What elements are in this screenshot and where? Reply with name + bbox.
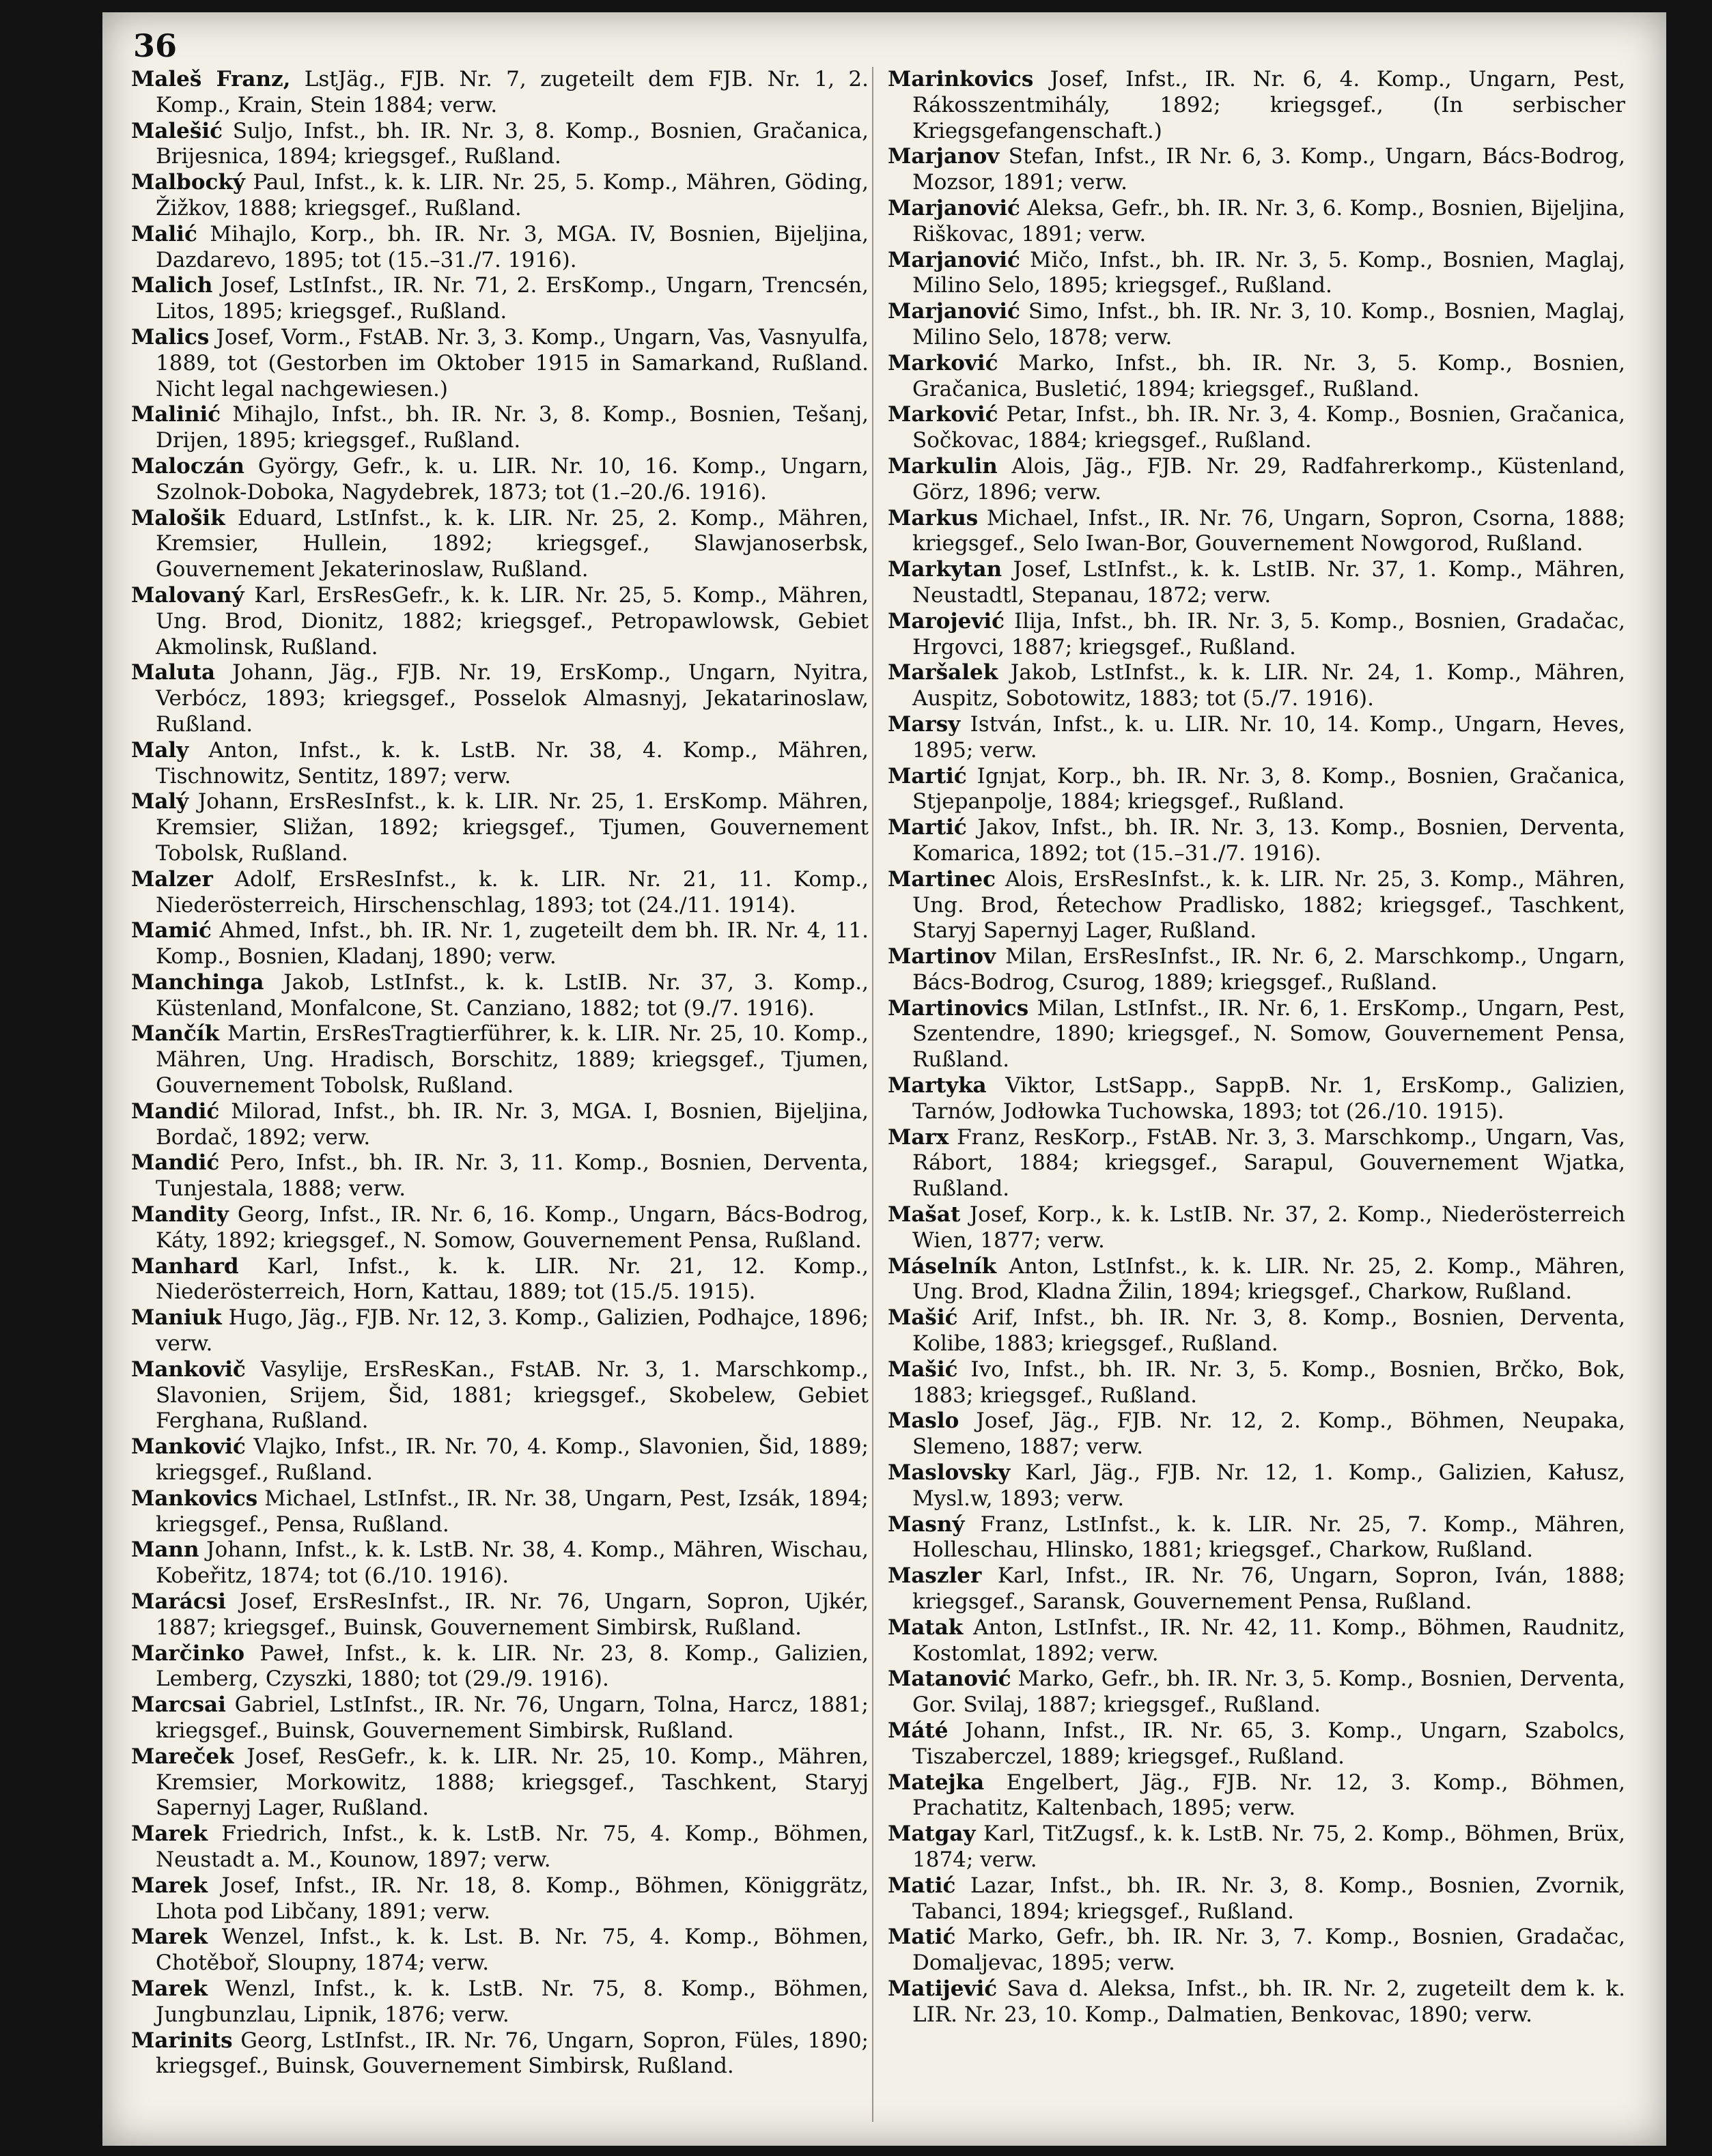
entry-details: Franz, LstInfst., k. k. LIR. Nr. 25, 7. Komp., Mähren, Holleschau, Hlinsko, 1881; kriegsgef., Charkow, Rußland. <box>912 1512 1625 1563</box>
entry-surname: Malbocký <box>131 170 245 195</box>
register-entry <box>888 1073 1625 1125</box>
register-entry <box>131 402 869 454</box>
entry-surname: Marek <box>131 1925 208 1950</box>
entry-details: Karl, Infst., k. k. LIR. Nr. 21, 12. Komp., Niederösterreich, Horn, Kattau, 1889; tot (15./5. 1915). <box>156 1253 869 1305</box>
register-entry <box>888 1460 1625 1512</box>
entry-details: Karl, ErsResGefr., k. k. LIR. Nr. 25, 5. Komp., Mähren, Ung. Brod, Dionitz, 1882; kriegsgef., Petropawlowsk, Gebiet Akmolinsk, Rußland. <box>156 582 869 659</box>
register-entry <box>131 454 869 506</box>
entry-details: Franz, ResKorp., FstAB. Nr. 3, 3. Marschkomp., Ungarn, Vas, Rábort, 1884; kriegsgef., Sarapul, Gouvernement Wjatka, Rußland. <box>912 1124 1625 1202</box>
entry-surname: Mašat <box>888 1202 961 1228</box>
entry-surname: Marković <box>888 350 998 375</box>
register-entry <box>888 660 1625 712</box>
register-entry <box>131 222 869 274</box>
entry-details: Aleksa, Gefr., bh. IR. Nr. 3, 6. Komp., Bosnien, Bijeljina, Riškovac, 1891; verw. <box>912 195 1625 246</box>
register-entry <box>131 789 869 866</box>
entry-details: Arif, Infst., bh. IR. Nr. 3, 8. Komp., Bosnien, Derventa, Kolibe, 1883; kriegsgef., Rußland. <box>912 1305 1625 1357</box>
entry-surname: Mandity <box>131 1202 229 1228</box>
entry-details: Anton, Infst., k. k. LstB. Nr. 38, 4. Komp., Mähren, Tischnowitz, Sentitz, 1897; verw. <box>156 737 869 789</box>
entry-surname: Maluta <box>131 660 216 685</box>
register-entry <box>888 1512 1625 1564</box>
entry-surname: Mančík <box>131 1021 220 1047</box>
entry-details: Josef, Jäg., FJB. Nr. 12, 2. Komp., Böhmen, Neupaka, Slemeno, 1887; verw. <box>912 1408 1625 1460</box>
register-entry <box>131 1099 869 1151</box>
entry-details: Jakov, Infst., bh. IR. Nr. 3, 13. Komp., Bosnien, Derventa, Komarica, 1892; tot (15.–31./7. 1916). <box>912 815 1625 866</box>
register-entry <box>131 1021 869 1098</box>
entry-surname: Malić <box>131 221 197 246</box>
left-column <box>131 67 869 2122</box>
register-entry <box>888 557 1625 609</box>
entry-details: Alois, Jäg., FJB. Nr. 29, Radfahrerkomp., Küstenland, Görz, 1896; verw. <box>912 453 1625 505</box>
entry-details: Michael, LstInfst., IR. Nr. 38, Ungarn, Pest, Izsák, 1894; kriegsgef., Pensa, Rußland. <box>156 1486 869 1537</box>
entry-surname: Marsy <box>888 711 961 737</box>
entry-details: Jakob, LstInfst., k. k. LstIB. Nr. 37, 3. Komp., Küstenland, Monfalcone, St. Canziano, 1882; tot (9./7. 1916). <box>156 969 869 1021</box>
entry-details: Hugo, Jäg., FJB. Nr. 12, 3. Komp., Galizien, Podhajce, 1896; verw. <box>156 1305 869 1357</box>
entry-surname: Maszler <box>888 1563 982 1589</box>
entry-details: Mičo, Infst., bh. IR. Nr. 3, 5. Komp., Bosnien, Maglaj, Milino Selo, 1895; kriegsgef., Rußland. <box>912 247 1625 298</box>
register-entry <box>131 738 869 790</box>
register-entry <box>131 583 869 660</box>
register-entry <box>888 1408 1625 1460</box>
entry-details: György, Gefr., k. u. LIR. Nr. 10, 16. Komp., Ungarn, Szolnok-Doboka, Nagydebrek, 1873; tot (1.–20./6. 1916). <box>156 453 869 505</box>
register-entry <box>888 764 1625 816</box>
register-entry <box>888 1563 1625 1615</box>
entry-surname: Malešić <box>131 118 223 143</box>
entry-surname: Marcsai <box>131 1692 226 1718</box>
entry-surname: Marx <box>888 1124 949 1150</box>
register-entry <box>131 1305 869 1357</box>
entry-surname: Malý <box>131 789 189 814</box>
register-entry <box>131 867 869 919</box>
entry-details: Vlajko, Infst., IR. Nr. 70, 4. Komp., Slavonien, Šid, 1889; kriegsgef., Rußland. <box>156 1434 869 1486</box>
entry-surname: Marjanović <box>888 247 1020 272</box>
entry-surname: Matić <box>888 1925 956 1950</box>
register-entry <box>888 1925 1625 1976</box>
entry-surname: Marek <box>131 1821 208 1847</box>
entry-details: Lazar, Infst., bh. IR. Nr. 3, 8. Komp., Bosnien, Zvornik, Tabanci, 1894; kriegsgef., Rußland. <box>912 1873 1625 1924</box>
register-entry <box>131 1150 869 1202</box>
entry-surname: Máselník <box>888 1253 997 1279</box>
entry-details: Adolf, ErsResInfst., k. k. LIR. Nr. 21, 11. Komp., Niederösterreich, Hirschenschlag, 1893; tot (24./11. 1914). <box>156 866 869 918</box>
entry-details: Suljo, Infst., bh. IR. Nr. 3, 8. Komp., Bosnien, Gračanica, Brijesnica, 1894; kriegsgef., Rußland. <box>156 118 869 169</box>
entry-surname: Maslovsky <box>888 1460 1011 1486</box>
entry-details: Paul, Infst., k. k. LIR. Nr. 25, 5. Komp., Mähren, Göding, Žižkov, 1888; kriegsgef., Rußland. <box>156 170 869 221</box>
entry-surname: Masný <box>888 1512 965 1537</box>
entry-details: Josef, ErsResInfst., IR. Nr. 76, Ungarn, Sopron, Ujkér, 1887; kriegsgef., Buinsk, Gouvernement Simbirsk, Rußland. <box>156 1589 869 1640</box>
entry-details: Ilija, Infst., bh. IR. Nr. 3, 5. Komp., Bosnien, Gradačac, Hrgovci, 1887; kriegsgef., Rußland. <box>912 608 1625 659</box>
entry-surname: Maslo <box>888 1408 959 1434</box>
register-entry <box>888 1666 1625 1718</box>
register-entry <box>888 996 1625 1073</box>
entry-surname: Martyka <box>888 1073 987 1098</box>
register-entry <box>888 1976 1625 2028</box>
register-entry <box>131 1925 869 1976</box>
register-entry <box>888 815 1625 867</box>
register-entry <box>131 1976 869 2028</box>
entry-surname: Mašić <box>888 1357 958 1382</box>
entry-surname: Malzer <box>131 866 213 892</box>
register-entry <box>888 351 1625 403</box>
entry-details: Karl, Infst., IR. Nr. 76, Ungarn, Sopron, Iván, 1888; kriegsgef., Saransk, Gouvernement Pensa, Rußland. <box>912 1563 1625 1615</box>
register-entry <box>131 273 869 325</box>
entry-details: Gabriel, LstInfst., IR. Nr. 76, Ungarn, Tolna, Harcz, 1881; kriegsgef., Buinsk, Gouvernement Simbirsk, Rußland. <box>156 1692 869 1743</box>
entry-surname: Maloczán <box>131 453 244 479</box>
entry-details: Stefan, Infst., IR Nr. 6, 3. Komp., Ungarn, Bács-Bodrog, Mozsor, 1891; verw. <box>912 144 1625 195</box>
entry-surname: Martinovics <box>888 995 1029 1021</box>
entry-details: Johann, Jäg., FJB. Nr. 19, ErsKomp., Ungarn, Nyitra, Verbócz, 1893; kriegsgef., Posselok Almasnyj, Jekatarinoslaw, Rußland. <box>156 660 869 737</box>
register-entry <box>131 1537 869 1589</box>
register-entry <box>888 144 1625 196</box>
entry-details: Anton, LstInfst., k. k. LIR. Nr. 25, 2. Komp., Mähren, Ung. Brod, Kladna Žilin, 1894; kriegsgef., Charkow, Rußland. <box>912 1253 1625 1305</box>
register-entry <box>131 1434 869 1486</box>
entry-surname: Marek <box>131 1976 208 2001</box>
register-entry <box>131 1692 869 1744</box>
entry-details: Jakob, LstInfst., k. k. LIR. Nr. 24, 1. Komp., Mähren, Auspitz, Sobotowitz, 1883; tot (5./7. 1916). <box>912 660 1625 711</box>
entry-details: Georg, Infst., IR. Nr. 6, 16. Komp., Ungarn, Bács-Bodrog, Káty, 1892; kriegsgef., N. Somow, Gouvernement Pensa, Rußland. <box>156 1202 869 1253</box>
entry-details: LstJäg., FJB. Nr. 7, zugeteilt dem FJB. Nr. 1, 2. Komp., Krain, Stein 1884; verw. <box>156 67 869 117</box>
register-entry <box>888 454 1625 506</box>
entry-surname: Marinkovics <box>888 67 1034 91</box>
register-entry <box>888 506 1625 558</box>
entry-surname: Marácsi <box>131 1589 226 1615</box>
entry-surname: Manchinga <box>131 969 264 995</box>
entry-surname: Marjanović <box>888 195 1020 221</box>
entry-details: Josef, Korp., k. k. LstIB. Nr. 37, 2. Komp., Niederösterreich Wien, 1877; verw. <box>912 1202 1625 1253</box>
column-divider <box>872 67 873 2122</box>
register-entry <box>888 609 1625 661</box>
entry-details: Georg, LstInfst., IR. Nr. 76, Ungarn, Sopron, Füles, 1890; kriegsgef., Buinsk, Gouvernement Simbirsk, Rußland. <box>156 2028 869 2079</box>
register-entry <box>131 660 869 737</box>
entry-details: Marko, Gefr., bh. IR. Nr. 3, 7. Komp., Bosnien, Gradačac, Domaljevac, 1895; verw. <box>912 1925 1625 1976</box>
register-entry <box>131 1254 869 1306</box>
entry-surname: Maleš Franz, <box>131 67 291 91</box>
entry-details: Anton, LstInfst., IR. Nr. 42, 11. Komp., Böhmen, Raudnitz, Kostomlat, 1892; verw. <box>912 1615 1625 1666</box>
register-entry <box>888 1615 1625 1667</box>
entry-surname: Manhard <box>131 1253 239 1279</box>
entry-surname: Malovaný <box>131 582 244 608</box>
entry-surname: Marjanov <box>888 144 1000 169</box>
entry-surname: Martić <box>888 763 967 789</box>
entry-surname: Mankovics <box>131 1486 258 1511</box>
entry-surname: Mandić <box>131 1098 220 1124</box>
entry-details: Josef, LstInfst., IR. Nr. 71, 2. ErsKomp., Ungarn, Trencsén, Litos, 1895; kriegsgef., Rußland. <box>156 273 869 324</box>
register-entry <box>131 1821 869 1873</box>
entry-surname: Matak <box>888 1615 964 1640</box>
entry-surname: Malics <box>131 324 210 350</box>
entry-details: Friedrich, Infst., k. k. LstB. Nr. 75, 4. Komp., Böhmen, Neustadt a. M., Kounow, 1897; verw. <box>156 1821 869 1872</box>
register-entry <box>888 1254 1625 1306</box>
entry-surname: Maniuk <box>131 1305 222 1331</box>
register-entry <box>888 1821 1625 1873</box>
entry-surname: Markulin <box>888 453 998 479</box>
entry-details: Mihajlo, Infst., bh. IR. Nr. 3, 8. Komp., Bosnien, Tešanj, Drijen, 1895; kriegsgef., Rußland. <box>156 402 869 453</box>
entry-surname: Matić <box>888 1873 956 1898</box>
entry-surname: Maršalek <box>888 660 998 685</box>
register-entry <box>888 67 1625 144</box>
entry-surname: Martinov <box>888 944 996 969</box>
register-entry <box>131 1486 869 1538</box>
entry-details: Sava d. Aleksa, Infst., bh. IR. Nr. 2, zugeteilt dem k. k. LIR. Nr. 23, 10. Komp., Dalmatien, Benkovac, 1890; verw. <box>912 1976 1625 2027</box>
entry-details: Ahmed, Infst., bh. IR. Nr. 1, zugeteilt dem bh. IR. Nr. 4, 11. Komp., Bosnien, Kladanj, 1890; verw. <box>156 918 869 969</box>
register-entry <box>888 1873 1625 1925</box>
entry-surname: Matijević <box>888 1976 998 2001</box>
entry-details: Josef, Vorm., FstAB. Nr. 3, 3. Komp., Ungarn, Vas, Vasnyulfa, 1889, tot (Gestorben im Oktober 1915 in Samarkand, Rußland. Nicht legal nachgewiesen.) <box>156 324 869 401</box>
register-entry <box>131 2028 869 2080</box>
entry-details: Mihajlo, Korp., bh. IR. Nr. 3, MGA. IV, Bosnien, Bijeljina, Dazdarevo, 1895; tot (15.–31./7. 1916). <box>156 221 869 272</box>
register-entry <box>131 1202 869 1254</box>
entry-details: Milan, LstInfst., IR. Nr. 6, 1. ErsKomp., Ungarn, Pest, Szentendre, 1890; kriegsgef., N. Somow, Gouvernement Pensa, Rußland. <box>912 995 1625 1073</box>
entry-surname: Markus <box>888 505 979 530</box>
entry-details: Vasylije, ErsResKan., FstAB. Nr. 3, 1. Marschkomp., Slavonien, Srijem, Šid, 1881; kriegsgef., Skobelew, Gebiet Ferghana, Rußland. <box>156 1357 869 1434</box>
entry-details: Johann, Infst., IR. Nr. 65, 3. Komp., Ungarn, Szabolcs, Tiszaberczel, 1889; kriegsgef., Rußland. <box>912 1718 1625 1769</box>
register-entry <box>131 1357 869 1434</box>
register-entry <box>131 506 869 583</box>
entry-surname: Matgay <box>888 1821 976 1847</box>
entry-details: Wenzl, Infst., k. k. LstB. Nr. 75, 8. Komp., Böhmen, Jungbunzlau, Lipnik, 1876; verw. <box>156 1976 869 2027</box>
entry-details: Karl, TitZugsf., k. k. LstB. Nr. 75, 2. Komp., Böhmen, Brüx, 1874; verw. <box>912 1821 1625 1872</box>
entry-details: Milan, ErsResInfst., IR. Nr. 6, 2. Marschkomp., Ungarn, Bács-Bodrog, Csurog, 1889; kriegsgef., Rußland. <box>912 944 1625 995</box>
entry-details: Simo, Infst., bh. IR. Nr. 3, 10. Komp., Bosnien, Maglaj, Milino Selo, 1878; verw. <box>912 299 1625 350</box>
entry-surname: Manković <box>131 1434 246 1460</box>
register-entry <box>888 1202 1625 1254</box>
register-entry <box>888 1357 1625 1409</box>
entry-surname: Marjanović <box>888 299 1020 324</box>
entry-details: Ignjat, Korp., bh. IR. Nr. 3, 8. Komp., Bosnien, Gračanica, Stjepanpolje, 1884; kriegsgef., Rußland. <box>912 763 1625 814</box>
entry-surname: Maly <box>131 737 189 763</box>
register-entry <box>131 325 869 402</box>
entry-details: István, Infst., k. u. LIR. Nr. 10, 14. Komp., Ungarn, Heves, 1895; verw. <box>912 711 1625 763</box>
entry-details: Milorad, Infst., bh. IR. Nr. 3, MGA. I, Bosnien, Bijeljina, Bordač, 1892; verw. <box>156 1098 869 1150</box>
register-entry <box>888 712 1625 764</box>
entry-details: Paweł, Infst., k. k. LIR. Nr. 23, 8. Komp., Galizien, Lemberg, Czyszki, 1880; tot (29./9. 1916). <box>156 1641 869 1692</box>
entry-details: Marko, Infst., bh. IR. Nr. 3, 5. Komp., Bosnien, Gračanica, Busletić, 1894; kriegsgef., Rußland. <box>912 350 1625 401</box>
entry-surname: Mamić <box>131 918 212 944</box>
entry-surname: Máté <box>888 1718 949 1743</box>
entry-details: Wenzel, Infst., k. k. Lst. B. Nr. 75, 4. Komp., Böhmen, Chotěboř, Sloupny, 1874; verw. <box>156 1925 869 1976</box>
register-entry <box>131 1744 869 1821</box>
register-entry <box>888 1125 1625 1202</box>
register-entry <box>131 67 869 119</box>
entry-details: Martin, ErsResTragtierführer, k. k. LIR. Nr. 25, 10. Komp., Mähren, Ung. Hradisch, Borschitz, 1889; kriegsgef., Tjumen, Gouvernement Tobolsk, Rußland. <box>156 1021 869 1098</box>
register-entry <box>131 970 869 1022</box>
entry-surname: Malich <box>131 273 213 298</box>
entry-surname: Matanović <box>888 1666 1011 1692</box>
register-entry <box>888 944 1625 996</box>
entry-details: Josef, Infst., IR. Nr. 6, 4. Komp., Ungarn, Pest, Rákosszentmihály, 1892; kriegsgef., (In serbischer Kriegsgefangenschaft.) <box>912 67 1625 143</box>
entry-details: Alois, ErsResInfst., k. k. LIR. Nr. 25, 3. Komp., Mähren, Ung. Brod, Ŕetechow Pradlisko, 1882; kriegsgef., Taschkent, Staryj Sapernyj Lager, Rußland. <box>912 866 1625 944</box>
register-entry <box>888 248 1625 300</box>
entry-surname: Malošik <box>131 505 225 530</box>
entry-surname: Mareček <box>131 1744 234 1769</box>
entry-details: Johann, ErsResInfst., k. k. LIR. Nr. 25, 1. ErsKomp. Mähren, Kremsier, Sližan, 1892; kriegsgef., Tjumen, Gouvernement Tobolsk, Rußland. <box>156 789 869 866</box>
register-entry <box>888 402 1625 454</box>
entry-surname: Marčinko <box>131 1641 245 1666</box>
entry-surname: Martić <box>888 815 967 840</box>
entry-surname: Malinić <box>131 402 221 427</box>
entry-details: Marko, Gefr., bh. IR. Nr. 3, 5. Komp., Bosnien, Derventa, Gor. Svilaj, 1887; kriegsgef., Rußland. <box>912 1666 1625 1718</box>
entry-surname: Markytan <box>888 557 1002 582</box>
register-entry <box>131 1641 869 1693</box>
entry-surname: Mandić <box>131 1150 220 1176</box>
register-entry <box>888 867 1625 944</box>
document-page <box>102 12 1666 2146</box>
right-column <box>888 67 1625 2122</box>
register-entry <box>131 119 869 171</box>
entry-details: Michael, Infst., IR. Nr. 76, Ungarn, Sopron, Csorna, 1888; kriegsgef., Selo Iwan-Bor, Gouvernement Nowgorod, Rußland. <box>912 505 1625 556</box>
register-entry <box>131 918 869 970</box>
entry-surname: Mann <box>131 1537 199 1563</box>
entry-details: Josef, ResGefr., k. k. LIR. Nr. 25, 10. Komp., Mähren, Kremsier, Morkowitz, 1888; kriegsgef., Taschkent, Staryj Sapernyj Lager, Rußland. <box>156 1744 869 1821</box>
entry-surname: Marković <box>888 402 998 427</box>
entry-details: Eduard, LstInfst., k. k. LIR. Nr. 25, 2. Komp., Mähren, Kremsier, Hullein, 1892; kriegsgef., Slawjanoserbsk, Gouvernement Jekaterinoslaw, Rußland. <box>156 505 869 582</box>
entry-details: Pero, Infst., bh. IR. Nr. 3, 11. Komp., Bosnien, Derventa, Tunjestala, 1888; verw. <box>156 1150 869 1202</box>
page-number: 36 <box>133 27 178 64</box>
register-entry <box>888 1770 1625 1822</box>
register-entry <box>888 299 1625 351</box>
entry-details: Engelbert, Jäg., FJB. Nr. 12, 3. Komp., Böhmen, Prachatitz, Kaltenbach, 1895; verw. <box>912 1770 1625 1821</box>
register-entry <box>888 196 1625 248</box>
register-entry <box>131 170 869 222</box>
entry-surname: Marojević <box>888 608 1005 634</box>
entry-details: Viktor, LstSapp., SappB. Nr. 1, ErsKomp., Galizien, Tarnów, Jodłowka Tuchowska, 1893; tot (26./10. 1915). <box>912 1073 1625 1124</box>
entry-details: Ivo, Infst., bh. IR. Nr. 3, 5. Komp., Bosnien, Brčko, Bok, 1883; kriegsgef., Rußland. <box>912 1357 1625 1408</box>
entry-details: Petar, Infst., bh. IR. Nr. 3, 4. Komp., Bosnien, Gračanica, Sočkovac, 1884; kriegsgef., Rußland. <box>912 402 1625 453</box>
entry-surname: Marek <box>131 1873 208 1898</box>
entry-surname: Marinits <box>131 2028 233 2053</box>
entry-surname: Mankovič <box>131 1357 246 1382</box>
entry-details: Karl, Jäg., FJB. Nr. 12, 1. Komp., Galizien, Kałusz, Mysl.w, 1893; verw. <box>912 1460 1625 1511</box>
entry-surname: Matejka <box>888 1770 985 1795</box>
entry-details: Josef, Infst., IR. Nr. 18, 8. Komp., Böhmen, Königgrätz, Lhota pod Libčany, 1891; verw. <box>156 1873 869 1924</box>
entry-surname: Mašić <box>888 1305 958 1331</box>
register-entry <box>131 1589 869 1641</box>
entry-details: Johann, Infst., k. k. LstB. Nr. 38, 4. Komp., Mähren, Wischau, Kobeřitz, 1874; tot (6./10. 1916). <box>156 1537 869 1589</box>
register-entry <box>888 1305 1625 1357</box>
entry-details: Josef, LstInfst., k. k. LstIB. Nr. 37, 1. Komp., Mähren, Neustadtl, Stepanau, 1872; verw. <box>912 557 1625 608</box>
entry-surname: Martinec <box>888 866 996 892</box>
register-entry <box>888 1718 1625 1770</box>
register-entry <box>131 1873 869 1925</box>
